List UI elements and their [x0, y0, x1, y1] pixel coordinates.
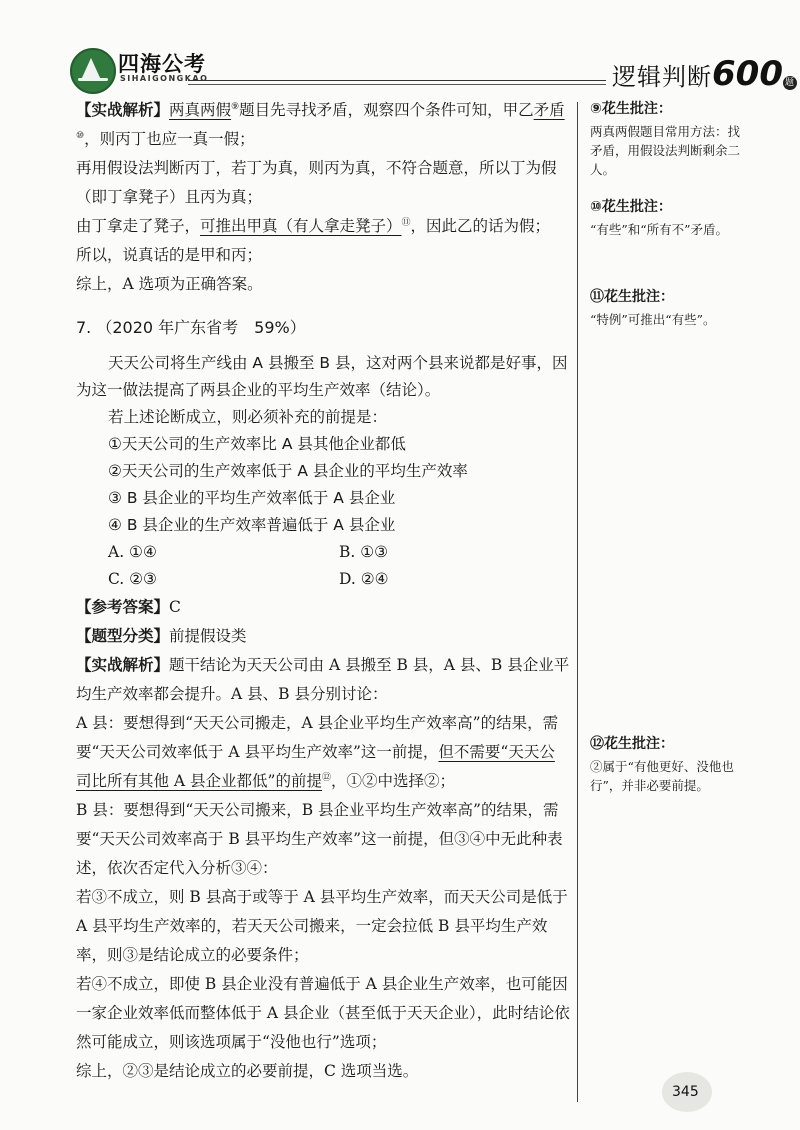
page-number: 345 — [672, 1084, 699, 1100]
prev-analysis-p2: 再用假设法判断丙丁，若丁为真，则丙为真，不符合题意，所以丁为假（即丁拿凳子）且丙为真； — [76, 159, 557, 206]
margin-divider — [577, 102, 578, 1102]
prev-analysis-p3 — [76, 212, 570, 241]
margin-note-12 — [590, 735, 740, 795]
header-divider-thin — [188, 84, 606, 85]
book-title-unit: 题 — [784, 78, 795, 88]
brand-name: 四海公考 — [118, 52, 206, 76]
note-title: ⑨花生批注： — [590, 101, 672, 117]
category-value: 前提假设类 — [169, 627, 247, 645]
footnote-mark: ⑩ — [76, 130, 85, 141]
underlined-text: 两真两假 — [169, 101, 232, 119]
prev-analysis-p4: 所以，说真话的是甲和丙； — [76, 246, 263, 264]
book-title-number: 600 — [712, 54, 783, 94]
book-title — [612, 54, 797, 94]
choice-row-1 — [76, 539, 570, 566]
statement-3: ③ B 县企业的平均生产效率低于 A 县企业 — [108, 489, 396, 507]
text-run: 由丁拿走了凳子， — [76, 217, 201, 235]
choice-b: B. ①③ — [339, 543, 389, 561]
question-ask: 若上述论断成立，则必须补充的前提是： — [108, 408, 388, 426]
note-body: “有些”和“所有不”矛盾。 — [590, 222, 729, 237]
note-body: ②属于“有他更好、没他也行”，并非必要前提。 — [590, 759, 734, 793]
analysis-tag: 【实战解析】 — [76, 656, 170, 674]
question-source: （2020 年广东省考 59%） — [96, 318, 306, 337]
underlined-text: 可推出甲真（有人拿走凳子） — [200, 217, 402, 235]
text-run: 题干结论为天天公司由 A 县搬至 B 县，A 县、B 县企业平均生产效率都会提升。A 县、B 县分别讨论： — [76, 656, 570, 703]
statement-2: ②天天公司的生产效率低于 A 县企业的平均生产效率 — [108, 462, 468, 480]
category-line — [76, 622, 570, 651]
statement-1: ①天天公司的生产效率比 A 县其他企业都低 — [108, 435, 406, 453]
book-title-text: 逻辑判断 — [612, 63, 712, 91]
note-title: ⑫花生批注： — [590, 736, 674, 752]
question-stem: 天天公司将生产线由 A 县搬至 B 县，这对两个县来说都是好事，因为这一做法提高了两县企业的平均生产效率（结论）。 — [76, 354, 568, 399]
answer-tag: 【参考答案】 — [76, 598, 170, 616]
text-run: A 县：要想得到“天天公司搬走，A 县企业平均生产效率高”的结果，需要“天天公司效率低于 A 县平均生产效率”这一前提， — [76, 714, 559, 761]
answer-line — [76, 593, 570, 622]
analysis-p2 — [76, 709, 570, 796]
main-content — [76, 96, 570, 1086]
header-divider — [188, 80, 606, 81]
answer-value: C — [169, 598, 181, 616]
footnote-mark: ⑫ — [321, 772, 331, 783]
analysis-p5: 若④不成立，即使 B 县企业没有普遍低于 A 县企业生产效率，也可能因一家企业效率低而整体低于 A 县企业（甚至低于天天企业），此时结论依然可能成立，则该选项属于“没他也行”选项； — [76, 975, 570, 1051]
question-number: 7. — [76, 318, 92, 337]
analysis-p6: 综上，②③是结论成立的必要前提，C 选项当选。 — [76, 1062, 419, 1080]
margin-note-11 — [590, 288, 740, 329]
brand-subtitle: SIHAIGONGKAO — [120, 74, 209, 83]
text-run: ，则丙丁也应一真一假； — [84, 130, 255, 148]
underlined-text: 但不需要“天天公司比所有其他 A 县企业都低”的前提 — [76, 743, 555, 790]
margin-note-10 — [590, 198, 740, 239]
analysis-p4: 若③不成立，则 B 县高于或等于 A 县平均生产效率，而天天公司是低于 A 县平均生产效率的，若天天公司搬来，一定会拉低 B 县平均生产效率，则③是结论成立的必要条件； — [76, 888, 568, 964]
note-title: ⑩花生批注： — [590, 199, 672, 215]
choice-c: C. ②③ — [108, 570, 157, 588]
note-body: 两真两假题目常用方法：找矛盾，用假设法判断剩余二人。 — [590, 124, 741, 177]
choice-row-2 — [76, 566, 570, 593]
page-header — [70, 40, 795, 100]
question-heading — [76, 313, 570, 342]
choice-a: A. ①④ — [108, 543, 157, 561]
footnote-mark: ⑨ — [231, 101, 240, 112]
prev-analysis-p5: 综上，A 选项为正确答案。 — [76, 275, 263, 293]
prev-analysis-p1 — [76, 96, 570, 154]
margin-note-9 — [590, 100, 740, 179]
analysis-p1 — [76, 651, 570, 709]
note-body: “特例”可推出“有些”。 — [590, 312, 716, 327]
underlined-text: 矛盾 — [533, 101, 565, 119]
analysis-p3: B 县：要想得到“天天公司搬来，B 县企业平均生产效率高”的结果，需要“天天公司效率高于 B 县平均生产效率”这一前提，但③④中无此种表述，依次否定代入分析③④： — [76, 801, 563, 877]
statement-4: ④ B 县企业的生产效率普遍低于 A 县企业 — [108, 516, 396, 534]
analysis-tag: 【实战解析】 — [76, 101, 170, 119]
sailboat-logo-icon — [70, 48, 116, 94]
text-run: 题目先寻找矛盾，观察四个条件可知，甲乙 — [239, 101, 534, 119]
text-run: ，①②中选择②； — [331, 772, 456, 790]
choice-d: D. ②④ — [339, 570, 389, 588]
category-tag: 【题型分类】 — [76, 627, 170, 645]
footnote-mark: ⑪ — [401, 217, 411, 228]
note-title: ⑪花生批注： — [590, 289, 674, 305]
text-run: ，因此乙的话为假； — [410, 217, 551, 235]
